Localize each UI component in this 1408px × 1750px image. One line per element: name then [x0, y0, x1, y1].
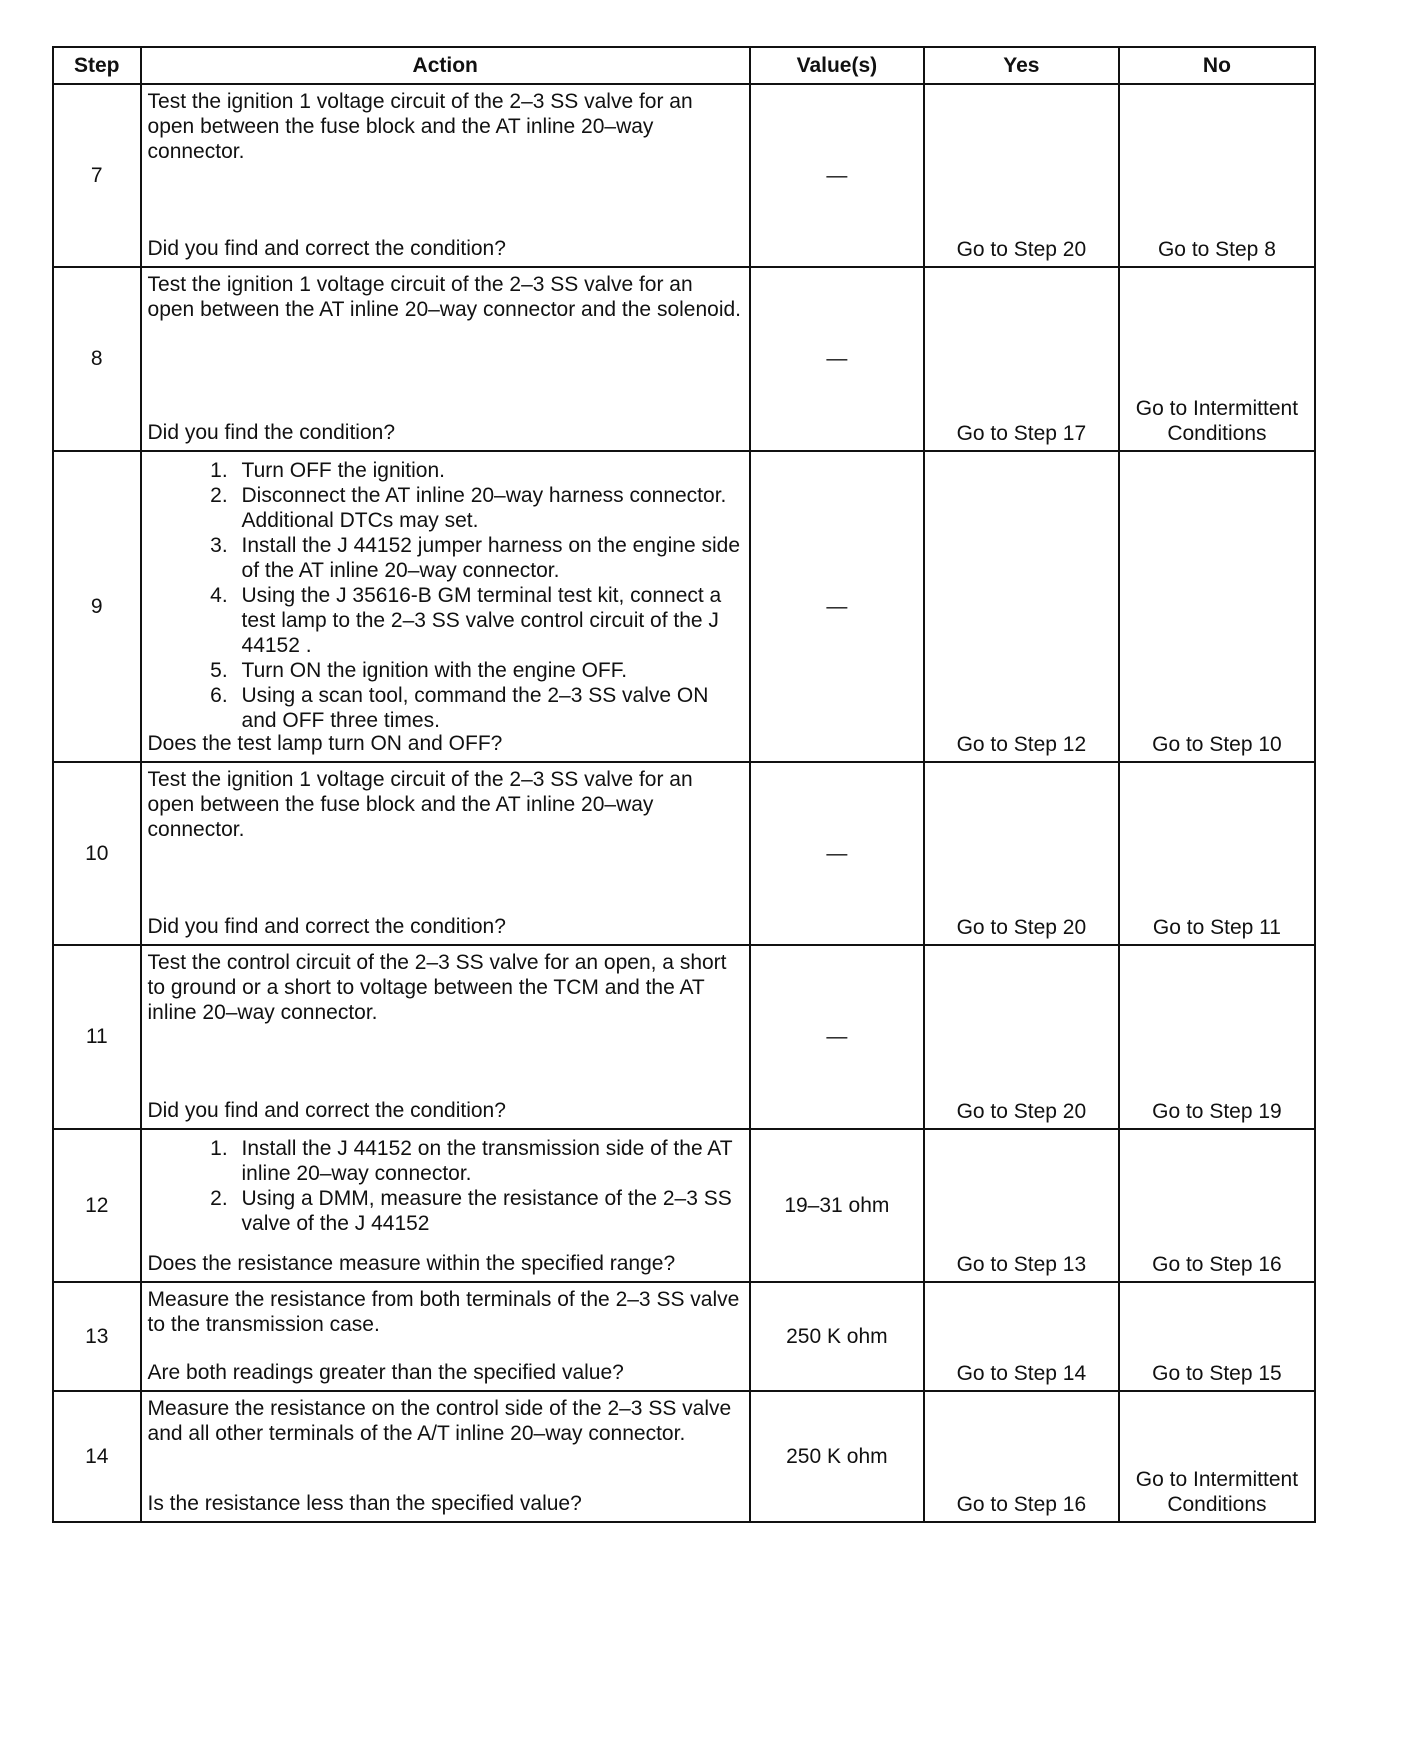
no-cell: Go to Step 15	[1119, 1282, 1315, 1391]
step-number: 13	[53, 1282, 141, 1391]
table-row	[53, 451, 1315, 762]
value-cell: —	[750, 945, 924, 1129]
no-cell: Go to Intermittent Conditions	[1119, 1391, 1315, 1522]
action-question: Are both readings greater than the specified value?	[147, 1361, 624, 1384]
list-item: 1. Install the J 44152 on the transmission side of the AT inline 20–way connector.	[234, 1136, 741, 1186]
action-text: Measure the resistance on the control side of the 2–3 SS valve and all other terminals of the A/T inline 20–way connector.	[147, 1397, 732, 1445]
action-question: Did you find and correct the condition?	[147, 237, 506, 260]
action-question: Does the test lamp turn ON and OFF?	[147, 732, 503, 755]
list-item: 2. Using a DMM, measure the resistance of the 2–3 SS valve of the J 44152	[234, 1186, 741, 1236]
action-cell	[141, 1282, 750, 1391]
action-cell	[141, 451, 750, 762]
header-no: No	[1119, 47, 1315, 84]
diagnostic-table	[52, 46, 1316, 1523]
list-item: 6. Using a scan tool, command the 2–3 SS valve ON and OFF three times.	[234, 683, 741, 733]
table-row	[53, 762, 1315, 945]
header-values: Value(s)	[750, 47, 924, 84]
list-item: 2. Disconnect the AT inline 20–way harness connector. Additional DTCs may set.	[234, 483, 741, 533]
action-cell	[141, 762, 750, 945]
table-row	[53, 1282, 1315, 1391]
value-cell: —	[750, 762, 924, 945]
action-text: Test the ignition 1 voltage circuit of the 2–3 SS valve for an open between the fuse block and the AT inline 20–way connector.	[147, 90, 693, 163]
action-text: Test the ignition 1 voltage circuit of the 2–3 SS valve for an open between the fuse block and the AT inline 20–way connector.	[147, 768, 693, 841]
action-question: Did you find and correct the condition?	[147, 1099, 506, 1122]
step-number: 10	[53, 762, 141, 945]
step-number: 14	[53, 1391, 141, 1522]
no-cell: Go to Step 10	[1119, 451, 1315, 762]
no-cell: Go to Step 19	[1119, 945, 1315, 1129]
header-yes: Yes	[924, 47, 1119, 84]
action-cell	[141, 84, 750, 267]
list-item: 3. Install the J 44152 jumper harness on the engine side of the AT inline 20–way connector.	[234, 533, 741, 583]
header-row	[53, 47, 1315, 84]
yes-cell: Go to Step 20	[924, 84, 1119, 267]
list-item: 1. Turn OFF the ignition.	[234, 458, 741, 483]
no-cell: Go to Step 16	[1119, 1129, 1315, 1282]
list-item: 4. Using the J 35616-B GM terminal test kit, connect a test lamp to the 2–3 SS valve control circuit of the J 44152 .	[234, 583, 741, 658]
value-cell: 19–31 ohm	[750, 1129, 924, 1282]
step-number: 8	[53, 267, 141, 451]
value-cell: —	[750, 451, 924, 762]
procedure-list	[142, 1130, 749, 1236]
action-cell	[141, 1129, 750, 1282]
table-row	[53, 267, 1315, 451]
yes-cell: Go to Step 20	[924, 945, 1119, 1129]
action-question: Did you find and correct the condition?	[147, 915, 506, 938]
header-step: Step	[53, 47, 141, 84]
no-cell: Go to Step 11	[1119, 762, 1315, 945]
no-cell: Go to Intermittent Conditions	[1119, 267, 1315, 451]
step-number: 11	[53, 945, 141, 1129]
action-text: Test the ignition 1 voltage circuit of the 2–3 SS valve for an open between the AT inline 20–way connector and the solenoid.	[147, 273, 742, 321]
action-cell	[141, 267, 750, 451]
table-row	[53, 945, 1315, 1129]
yes-cell: Go to Step 12	[924, 451, 1119, 762]
yes-cell: Go to Step 13	[924, 1129, 1119, 1282]
action-text: Measure the resistance from both terminals of the 2–3 SS valve to the transmission case.	[147, 1288, 740, 1336]
no-cell: Go to Step 8	[1119, 84, 1315, 267]
yes-cell: Go to Step 16	[924, 1391, 1119, 1522]
action-cell	[141, 1391, 750, 1522]
step-number: 7	[53, 84, 141, 267]
list-item: 5. Turn ON the ignition with the engine OFF.	[234, 658, 741, 683]
action-cell	[141, 945, 750, 1129]
table-row	[53, 1391, 1315, 1522]
yes-cell: Go to Step 20	[924, 762, 1119, 945]
procedure-list	[142, 452, 749, 733]
value-cell: —	[750, 84, 924, 267]
table-row	[53, 1129, 1315, 1282]
action-question: Does the resistance measure within the specified range?	[147, 1252, 676, 1275]
header-action: Action	[141, 47, 750, 84]
table-row	[53, 84, 1315, 267]
yes-cell: Go to Step 14	[924, 1282, 1119, 1391]
value-cell: 250 K ohm	[750, 1282, 924, 1391]
yes-cell: Go to Step 17	[924, 267, 1119, 451]
action-question: Did you find the condition?	[147, 421, 396, 444]
step-number: 12	[53, 1129, 141, 1282]
value-cell: —	[750, 267, 924, 451]
value-cell: 250 K ohm	[750, 1391, 924, 1522]
action-question: Is the resistance less than the specified value?	[147, 1492, 582, 1515]
action-text: Test the control circuit of the 2–3 SS valve for an open, a short to ground or a short to voltage between the TCM and the AT inline 20–way connector.	[147, 951, 727, 1024]
step-number: 9	[53, 451, 141, 762]
